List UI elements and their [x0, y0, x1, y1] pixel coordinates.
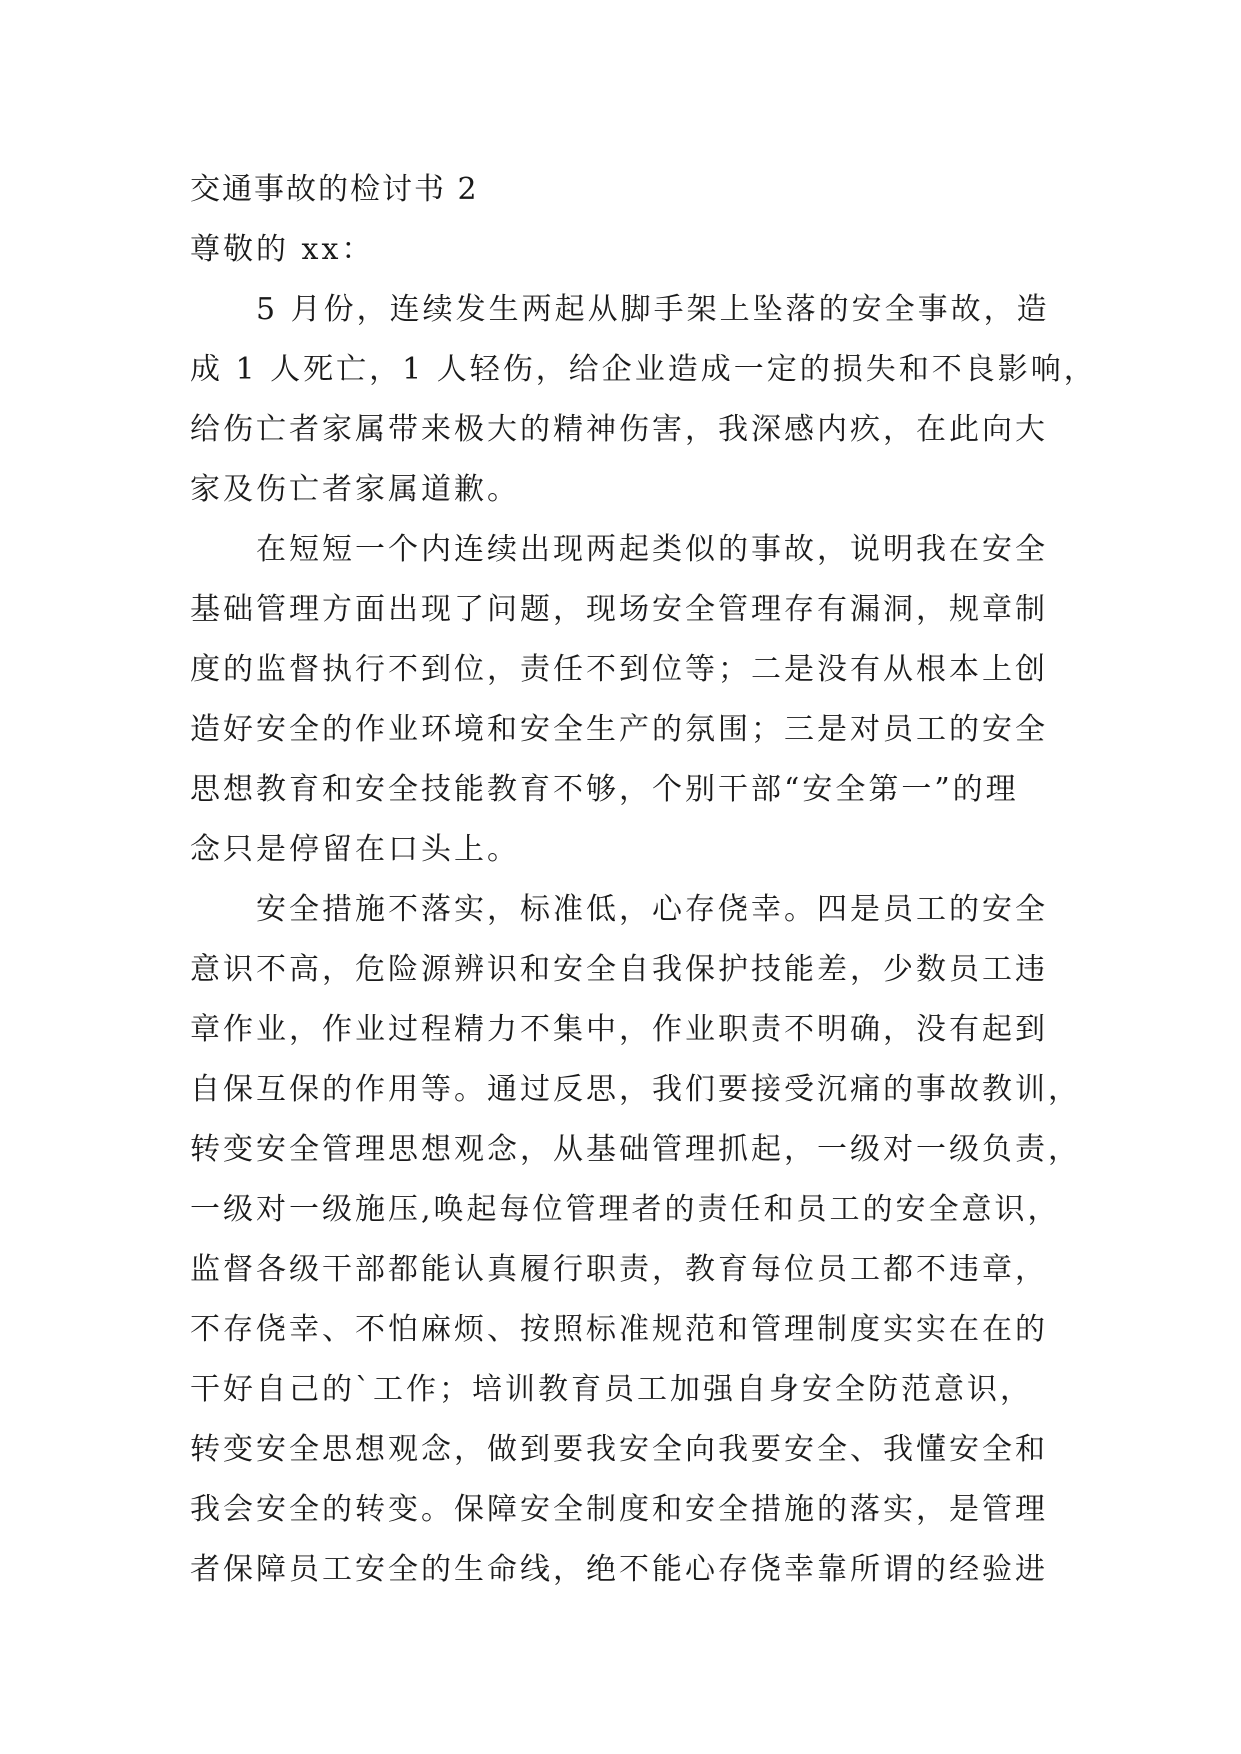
paragraph-line: 章作业，作业过程精力不集中，作业职责不明确，没有起到: [190, 1012, 1048, 1047]
paragraph-line: 给伤亡者家属带来极大的精神伤害，我深感内疚，在此向大: [190, 412, 1048, 447]
document-title: 交通事故的检讨书 2: [190, 172, 479, 207]
paragraph-line: 者保障员工安全的生命线，绝不能心存侥幸靠所谓的经验进: [190, 1552, 1048, 1587]
paragraph-line: 我会安全的转变。保障安全制度和安全措施的落实，是管理: [190, 1492, 1048, 1527]
paragraph-line: 意识不高，危险源辨识和安全自我保护技能差，少数员工违: [190, 952, 1048, 987]
paragraph-1: [190, 280, 1097, 520]
paragraph-line: 自保互保的作用等。通过反思，我们要接受沉痛的事故教训，: [190, 1072, 1081, 1107]
paragraph-line: 干好自己的`工作；培训教育员工加强自身安全防范意识，: [190, 1372, 1033, 1407]
paragraph-line: 造好安全的作业环境和安全生产的氛围；三是对员工的安全: [190, 712, 1048, 747]
paragraph-2: [190, 520, 1060, 880]
paragraph-line: 基础管理方面出现了问题，现场安全管理存有漏洞，规章制: [190, 592, 1048, 627]
paragraph-line: 监督各级干部都能认真履行职责，教育每位员工都不违章，: [190, 1252, 1048, 1287]
paragraph-line: 转变安全管理思想观念，从基础管理抓起，一级对一级负责，: [190, 1132, 1081, 1167]
salutation: 尊敬的 xx：: [190, 232, 375, 267]
paragraph-line: 5 月份，连续发生两起从脚手架上坠落的安全事故，造: [256, 292, 1050, 327]
document-body: [190, 160, 1097, 1600]
paragraph-line: 家及伤亡者家属道歉。: [190, 472, 520, 507]
paragraph-line: 安全措施不落实，标准低，心存侥幸。四是员工的安全: [256, 892, 1048, 927]
paragraph-line: 度的监督执行不到位，责任不到位等；二是没有从根本上创: [190, 652, 1048, 687]
paragraph-line: 不存侥幸、不怕麻烦、按照标准规范和管理制度实实在在的: [190, 1312, 1048, 1347]
paragraph-line: 在短短一个内连续出现两起类似的事故，说明我在安全: [256, 532, 1048, 567]
paragraph-line: 一级对一级施压,唤起每位管理者的责任和员工的安全意识，: [190, 1192, 1061, 1227]
paragraph-line: 思想教育和安全技能教育不够，个别干部“安全第一”的理: [190, 772, 1019, 807]
paragraph-line: 念只是停留在口头上。: [190, 832, 520, 867]
paragraph-line: 转变安全思想观念，做到要我安全向我要安全、我懂安全和: [190, 1432, 1048, 1467]
paragraph-line: 成 1 人死亡，1 人轻伤，给企业造成一定的损失和不良影响，: [190, 352, 1097, 387]
paragraph-3: [190, 880, 1081, 1600]
